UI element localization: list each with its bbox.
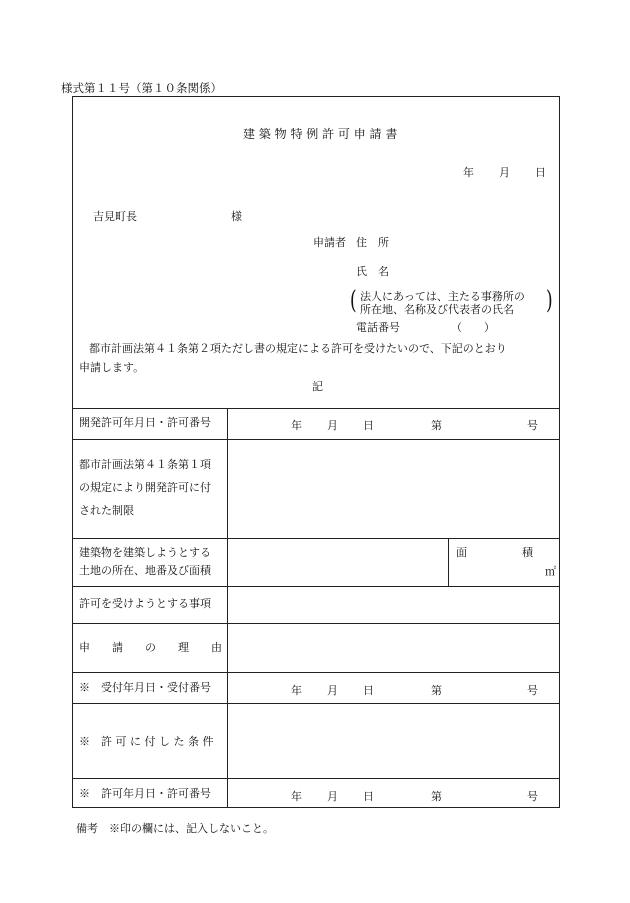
- date-day[interactable]: 日: [535, 166, 546, 179]
- addressee-name: 吉見町長: [93, 210, 137, 223]
- dev-permit-day[interactable]: 日: [363, 419, 374, 432]
- applicant-address-label[interactable]: 住 所: [356, 236, 389, 249]
- application-form: [72, 96, 560, 808]
- permit-go[interactable]: 号: [527, 790, 538, 803]
- phone-parens[interactable]: （ ）: [451, 321, 495, 334]
- reception-day[interactable]: 日: [363, 684, 374, 697]
- date-year[interactable]: 年: [463, 166, 474, 179]
- reception-go[interactable]: 号: [527, 684, 538, 697]
- applicant-name-label[interactable]: 氏 名: [356, 265, 389, 278]
- reason-label: 申 請 の 理 由: [79, 641, 222, 654]
- restriction-label-line1: 都市計画法第４１条第１項: [79, 458, 211, 471]
- matter-field[interactable]: [228, 587, 560, 622]
- reason-field[interactable]: [228, 624, 560, 671]
- permit-label: ※ 許可年月日・許可番号: [79, 787, 211, 800]
- restriction-label-line3: された制限: [79, 504, 134, 517]
- permit-dai[interactable]: 第: [431, 790, 442, 803]
- corp-note-line1: 法人にあっては、主たる事務所の: [360, 290, 525, 303]
- dev-permit-month[interactable]: 月: [327, 419, 338, 432]
- corp-note-line2: 所在地、名称及び代表者の氏名: [360, 303, 514, 316]
- restriction-label-line2: の規定により開発許可に付: [79, 481, 211, 494]
- area-divider: [448, 538, 449, 586]
- body-text-line2: 申請します。: [79, 361, 145, 374]
- dev-permit-year[interactable]: 年: [291, 419, 302, 432]
- land-location-field[interactable]: [228, 539, 447, 585]
- land-label-line1: 建築物を建築しようとする: [79, 546, 211, 559]
- corp-note-close-paren: ): [546, 286, 553, 316]
- date-month[interactable]: 月: [499, 166, 510, 179]
- reception-year[interactable]: 年: [291, 684, 302, 697]
- reception-month[interactable]: 月: [327, 684, 338, 697]
- conditions-label: ※ 許 可 に 付 し た 条 件: [79, 735, 214, 748]
- area-label: 面 積: [456, 546, 533, 559]
- matter-label: 許可を受けようとする事項: [79, 597, 211, 610]
- body-text-line1: 都市計画法第４１条第２項ただし書の規定による許可を受けたいので、下記のとおり: [89, 342, 507, 355]
- remark: 備考 ※印の欄には、記入しないこと。: [76, 822, 274, 835]
- reception-label: ※ 受付年月日・受付番号: [79, 681, 211, 694]
- form-title: 建 築 物 特 例 許 可 申 請 書: [243, 127, 398, 141]
- dev-permit-go[interactable]: 号: [527, 419, 538, 432]
- permit-month[interactable]: 月: [327, 790, 338, 803]
- area-unit: ㎡: [545, 565, 556, 578]
- dev-permit-dai[interactable]: 第: [431, 419, 442, 432]
- restriction-field[interactable]: [228, 440, 560, 537]
- addressee-suffix: 様: [231, 210, 242, 223]
- reception-dai[interactable]: 第: [431, 684, 442, 697]
- corp-note-open-paren: (: [350, 286, 357, 316]
- conditions-field[interactable]: [228, 704, 560, 777]
- table-line: [73, 778, 559, 779]
- permit-day[interactable]: 日: [363, 790, 374, 803]
- table-line: [73, 672, 559, 673]
- applicant-label: 申請者: [313, 236, 346, 249]
- table-line: [73, 408, 559, 409]
- permit-year[interactable]: 年: [291, 790, 302, 803]
- dev-permit-label: 開発許可年月日・許可番号: [79, 416, 211, 429]
- phone-label[interactable]: 電話番号: [356, 321, 400, 334]
- ki-mark: 記: [312, 380, 323, 393]
- form-id: 様式第１１号（第１０条関係）: [61, 81, 222, 95]
- land-label-line2: 土地の所在、地番及び面積: [79, 564, 211, 577]
